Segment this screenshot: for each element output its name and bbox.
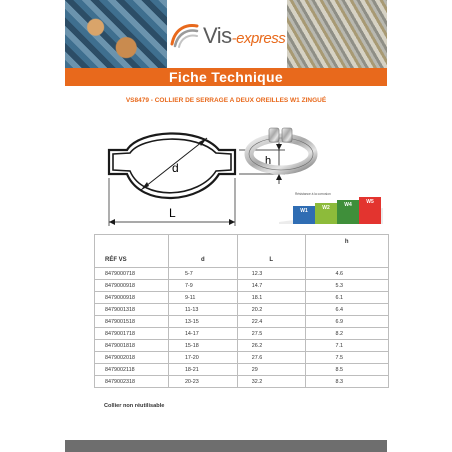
cell-h: 6.1 <box>305 292 389 304</box>
specification-table <box>94 234 389 388</box>
page-title: Fiche Technique <box>65 68 387 86</box>
table-header-row <box>95 235 389 268</box>
cell-l: 29 <box>237 364 305 376</box>
cell-d: 11-13 <box>168 304 237 316</box>
cell-d: 13-15 <box>168 316 237 328</box>
material-chart-caption: Résistance à la corrosion <box>295 192 331 196</box>
cell-l: 12.3 <box>237 268 305 280</box>
header-L: L <box>237 235 305 268</box>
product-title: VS8479 - COLLIER DE SERRAGE A DEUX OREILLES W1 ZINGUÉ <box>125 97 327 104</box>
table-row <box>95 376 389 388</box>
cell-l: 27.6 <box>237 352 305 364</box>
header-banner <box>65 0 387 68</box>
cell-l: 27.5 <box>237 328 305 340</box>
label-d: d <box>172 161 179 175</box>
table-row <box>95 316 389 328</box>
cell-h: 8.2 <box>305 328 389 340</box>
cell-d: 15-18 <box>168 340 237 352</box>
cell-h: 7.1 <box>305 340 389 352</box>
clamp-product-photo <box>235 118 325 178</box>
screws-photo <box>287 0 387 68</box>
cell-d: 18-21 <box>168 364 237 376</box>
technical-sheet-page <box>65 0 387 452</box>
table-row <box>95 280 389 292</box>
cell-ref: 8479001818 <box>95 340 169 352</box>
cell-l: 20.2 <box>237 304 305 316</box>
cell-l: 18.1 <box>237 292 305 304</box>
table-row <box>95 292 389 304</box>
table-row <box>95 352 389 364</box>
footer-bar <box>65 440 387 452</box>
cell-ref: 8479002318 <box>95 376 169 388</box>
header-h: h <box>305 235 389 268</box>
cell-l: 32.2 <box>237 376 305 388</box>
grade-label: W4 <box>344 202 352 208</box>
table-row <box>95 268 389 280</box>
header-ref: RÉF VS <box>95 235 169 268</box>
label-h: h <box>265 155 272 167</box>
grade-label: W5 <box>366 199 374 205</box>
cell-d: 5-7 <box>168 268 237 280</box>
cell-d: 17-20 <box>168 352 237 364</box>
cell-ref: 8479000918 <box>95 280 169 292</box>
cell-ref: 8479002018 <box>95 352 169 364</box>
cell-ref: 8479001518 <box>95 316 169 328</box>
brand-logo <box>169 14 287 54</box>
brand-name: Vis-express <box>203 23 286 48</box>
cell-l: 14.7 <box>237 280 305 292</box>
grade-label: W1 <box>300 208 308 214</box>
cell-d: 14-17 <box>168 328 237 340</box>
table-row <box>95 364 389 376</box>
cell-ref: 8479000918 <box>95 292 169 304</box>
cell-h: 6.4 <box>305 304 389 316</box>
cell-d: 20-23 <box>168 376 237 388</box>
cell-h: 4.6 <box>305 268 389 280</box>
table-row <box>95 304 389 316</box>
table-row <box>95 340 389 352</box>
table-row <box>95 328 389 340</box>
cell-h: 6.9 <box>305 316 389 328</box>
cell-d: 9-11 <box>168 292 237 304</box>
tools-photo <box>65 0 167 68</box>
label-L: L <box>169 206 176 220</box>
header-d: d <box>168 235 237 268</box>
cell-ref: 8479001718 <box>95 328 169 340</box>
cell-ref: 8479000718 <box>95 268 169 280</box>
cell-ref: 8479001318 <box>95 304 169 316</box>
usage-note: Collier non réutilisable <box>104 403 165 409</box>
cell-h: 5.3 <box>305 280 389 292</box>
cell-h: 8.3 <box>305 376 389 388</box>
cell-l: 22.4 <box>237 316 305 328</box>
material-grade-chart <box>275 188 387 230</box>
cell-h: 7.5 <box>305 352 389 364</box>
cell-ref: 8479002118 <box>95 364 169 376</box>
cell-d: 7-9 <box>168 280 237 292</box>
cell-h: 8.5 <box>305 364 389 376</box>
grade-label: W2 <box>322 205 330 211</box>
logo-swoosh-icon <box>169 18 199 48</box>
cell-l: 26.2 <box>237 340 305 352</box>
